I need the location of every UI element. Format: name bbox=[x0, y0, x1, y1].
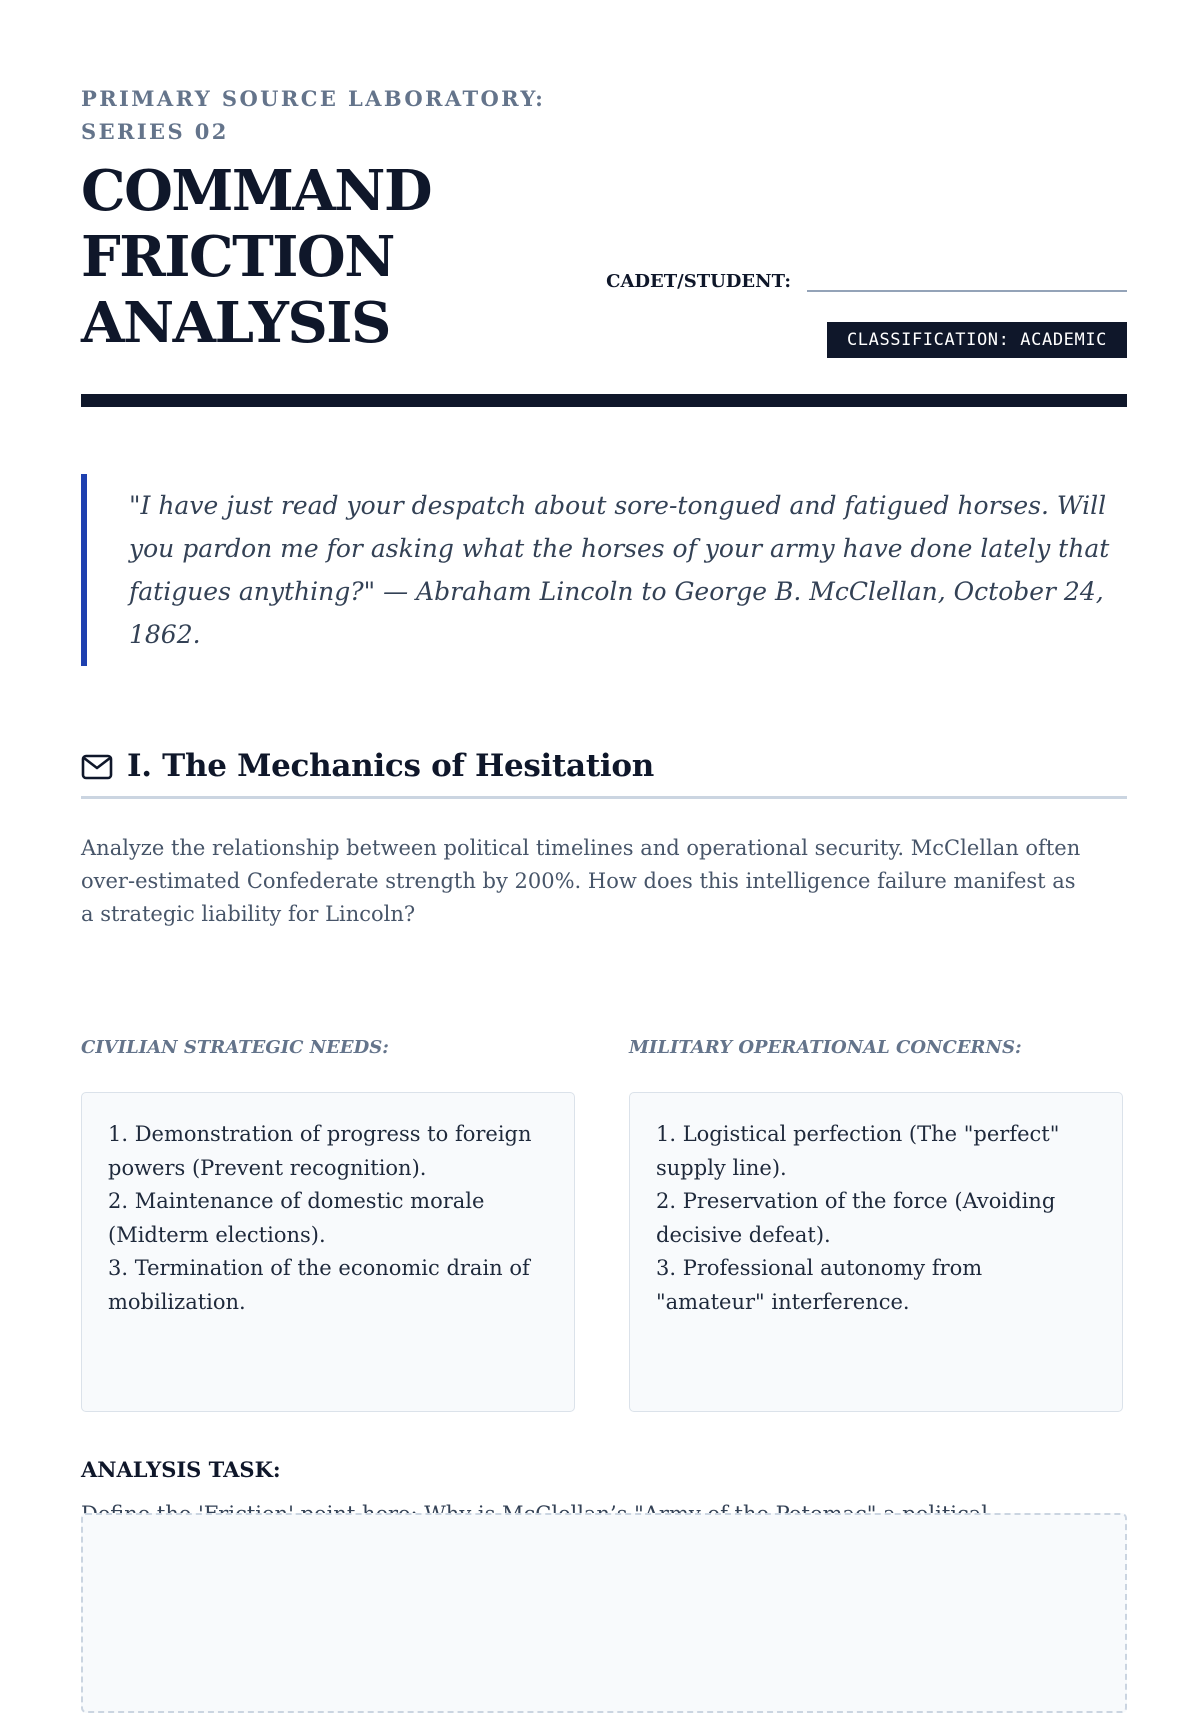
analysis-task-label: ANALYSIS TASK: bbox=[81, 1457, 281, 1482]
list-item: 3. Termination of the economic drain of mobilization. bbox=[108, 1256, 530, 1314]
lincoln-quote: "I have just read your despatch about sore-tongued and fatigued horses. Will you pardon me for asking what the horses of your army have done lately that fatigues anything?" — Abraham Lincoln to George B. McClellan, October 24, 1862. bbox=[81, 474, 1127, 666]
student-name-field[interactable] bbox=[807, 290, 1127, 292]
page-title bbox=[81, 158, 601, 356]
list-item: 2. Maintenance of domestic morale (Midterm elections). bbox=[108, 1189, 485, 1247]
title-line: ANALYSIS bbox=[81, 290, 390, 356]
student-label: CADET/STUDENT: bbox=[606, 271, 791, 292]
list-item: 2. Preservation of the force (Avoiding decisive defeat). bbox=[656, 1189, 1056, 1247]
classification-badge: CLASSIFICATION: ACADEMIC bbox=[827, 322, 1127, 358]
title-line: COMMAND bbox=[81, 158, 432, 224]
worksheet-page bbox=[81, 80, 1127, 1482]
section-title: I. The Mechanics of Hesitation bbox=[127, 748, 654, 784]
worksheet-header bbox=[81, 80, 1127, 398]
title-line: FRICTION bbox=[81, 224, 394, 290]
military-concerns-box[interactable] bbox=[629, 1092, 1123, 1412]
list-item: 1. Logistical perfection (The "perfect" supply line). bbox=[656, 1122, 1060, 1180]
envelope-icon bbox=[81, 754, 113, 780]
section-intro: Analyze the relationship between political timelines and operational security. McClellan often over-estimated Confederate strength by 200%. How does this intelligence failure manifest as a strategic liability for Lincoln? bbox=[81, 836, 1081, 926]
section-heading bbox=[81, 740, 1127, 799]
civilian-needs-label: CIVILIAN STRATEGIC NEEDS: bbox=[81, 1037, 389, 1058]
civilian-needs-box[interactable] bbox=[81, 1092, 575, 1412]
answer-field[interactable] bbox=[81, 1513, 1127, 1713]
header-divider bbox=[81, 394, 1127, 407]
student-name-row bbox=[606, 270, 1127, 294]
list-item: 3. Professional autonomy from "amateur" interference. bbox=[656, 1256, 983, 1314]
series-eyebrow: PRIMARY SOURCE LABORATORY: SERIES 02 bbox=[81, 86, 546, 144]
list-item: 1. Demonstration of progress to foreign powers (Prevent recognition). bbox=[108, 1122, 532, 1180]
military-concerns-label: MILITARY OPERATIONAL CONCERNS: bbox=[629, 1037, 1022, 1058]
